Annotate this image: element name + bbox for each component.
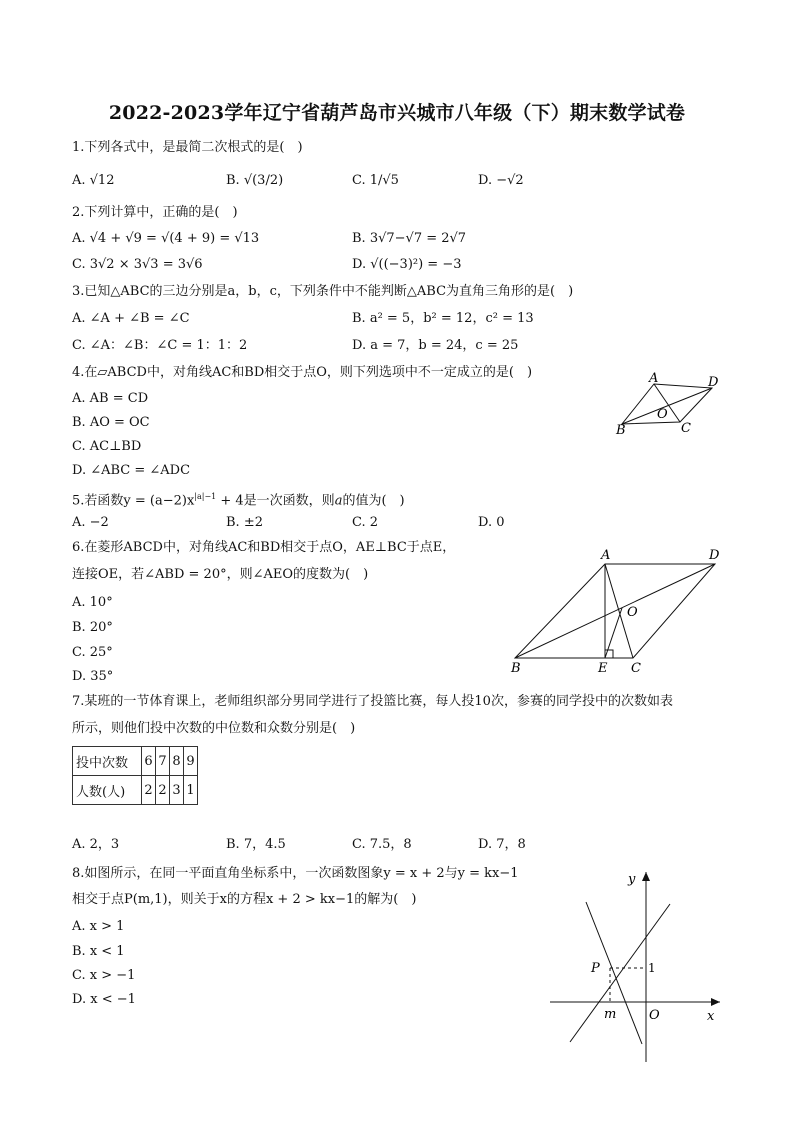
table-cell: 2 bbox=[156, 776, 170, 805]
q7-option-d: D. 7，8 bbox=[478, 837, 526, 852]
label-origin: O bbox=[649, 1008, 660, 1023]
q1-option-c: C. 1/√5 bbox=[352, 173, 399, 188]
table-row bbox=[73, 776, 198, 805]
q4-option-b: B. AO = OC bbox=[72, 415, 150, 430]
label-a: A bbox=[649, 372, 659, 386]
q1-option-a: A. √12 bbox=[72, 173, 115, 188]
q3-option-d: D. a = 7，b = 24，c = 25 bbox=[352, 338, 519, 353]
question-7-stem-line2: 所示，则他们投中次数的中位数和众数分别是( ) bbox=[72, 721, 356, 736]
table-cell: 6 bbox=[142, 747, 156, 776]
label-m: m bbox=[604, 1007, 617, 1022]
q3-option-b: B. a² = 5，b² = 12，c² = 13 bbox=[352, 311, 534, 326]
table-header-people: 人数(人) bbox=[73, 776, 142, 805]
q7-option-b: B. 7，4.5 bbox=[226, 837, 286, 852]
table-cell: 2 bbox=[142, 776, 156, 805]
question-4-stem: 4.在▱ABCD中，对角线AC和BD相交于点O，则下列选项中不一定成立的是( ) bbox=[72, 365, 533, 380]
q4-option-c: C. AC⊥BD bbox=[72, 439, 142, 454]
q5-option-d: D. 0 bbox=[478, 515, 505, 530]
label-o: O bbox=[657, 407, 668, 422]
q2-option-b: B. 3√7−√7 = 2√7 bbox=[352, 231, 467, 246]
q5-exponent: |a|−1 bbox=[194, 492, 217, 501]
q5-option-b: B. ±2 bbox=[226, 515, 263, 530]
label-one: 1 bbox=[648, 961, 656, 975]
question-8-stem-line2: 相交于点P(m,1)，则关于x的方程x + 2 > kx−1的解为( ) bbox=[72, 892, 417, 907]
label-d: D bbox=[708, 375, 719, 390]
question-8-stem-line1: 8.如图所示，在同一平面直角坐标系中，一次函数图象y = x + 2与y = kx−1 bbox=[72, 866, 519, 881]
parallelogram-figure bbox=[610, 372, 730, 438]
coordinate-figure bbox=[548, 866, 728, 1066]
label-p: P bbox=[591, 961, 600, 976]
label-x: x bbox=[707, 1009, 715, 1024]
question-6-stem-line2: 连接OE，若∠ABD = 20°，则∠AEO的度数为( ) bbox=[72, 567, 369, 582]
table-cell: 7 bbox=[156, 747, 170, 776]
q6-option-d: D. 35° bbox=[72, 669, 114, 684]
table-row bbox=[73, 747, 198, 776]
q8-option-d: D. x < −1 bbox=[72, 992, 136, 1007]
q3-option-a: A. ∠A + ∠B = ∠C bbox=[72, 311, 190, 326]
question-5-stem bbox=[72, 488, 405, 510]
q8-option-c: C. x > −1 bbox=[72, 968, 136, 983]
label-e: E bbox=[598, 661, 608, 676]
table-header-shots: 投中次数 bbox=[73, 747, 142, 776]
question-6-stem-line1: 6.在菱形ABCD中，对角线AC和BD相交于点O，AE⊥BC于点E， bbox=[72, 540, 456, 555]
q5-stem-part3: 的值为( ) bbox=[342, 493, 405, 509]
label-y: y bbox=[628, 872, 636, 887]
label-c: C bbox=[681, 421, 691, 436]
q8-option-a: A. x > 1 bbox=[72, 919, 125, 934]
q7-option-c: C. 7.5，8 bbox=[352, 837, 412, 852]
label-o: O bbox=[627, 605, 638, 620]
rhombus-figure bbox=[505, 544, 735, 676]
label-c: C bbox=[631, 661, 641, 676]
q1-option-b: B. √(3/2) bbox=[226, 173, 284, 188]
table-cell: 8 bbox=[170, 747, 184, 776]
table-cell: 9 bbox=[184, 747, 198, 776]
table-cell: 3 bbox=[170, 776, 184, 805]
shots-table bbox=[72, 746, 198, 805]
q2-option-d: D. √((−3)²) = −3 bbox=[352, 257, 462, 272]
q7-option-a: A. 2，3 bbox=[72, 837, 120, 852]
q2-option-c: C. 3√2 × 3√3 = 3√6 bbox=[72, 257, 203, 272]
q6-option-a: A. 10° bbox=[72, 595, 113, 610]
question-1-stem: 1.下列各式中，是最简二次根式的是( ) bbox=[72, 140, 303, 155]
question-2-stem: 2.下列计算中，正确的是( ) bbox=[72, 205, 238, 220]
q6-option-b: B. 20° bbox=[72, 620, 113, 635]
q2-option-a: A. √4 + √9 = √(4 + 9) = √13 bbox=[72, 231, 260, 246]
q8-option-b: B. x < 1 bbox=[72, 944, 125, 959]
q5-option-a: A. −2 bbox=[72, 515, 109, 530]
label-a: A bbox=[601, 548, 611, 563]
q5-stem-var: a bbox=[334, 493, 343, 509]
q5-stem-part1: 5.若函数y = (a−2)x bbox=[72, 493, 195, 509]
q5-stem-part2: + 4是一次函数，则 bbox=[216, 493, 335, 509]
question-7-stem-line1: 7.某班的一节体育课上，老师组织部分男同学进行了投篮比赛，每人投10次，参赛的同学投中的次数如表 bbox=[72, 694, 673, 709]
q5-option-c: C. 2 bbox=[352, 515, 379, 530]
label-d: D bbox=[709, 548, 720, 563]
label-b: B bbox=[511, 661, 521, 676]
table-cell: 1 bbox=[184, 776, 198, 805]
q6-option-c: C. 25° bbox=[72, 645, 113, 660]
q4-option-a: A. AB = CD bbox=[72, 391, 149, 406]
label-b: B bbox=[616, 423, 626, 438]
q4-option-d: D. ∠ABC = ∠ADC bbox=[72, 463, 191, 478]
question-3-stem: 3.已知△ABC的三边分别是a，b，c，下列条件中不能判断△ABC为直角三角形的是( ) bbox=[72, 284, 574, 299]
q3-option-c: C. ∠A：∠B：∠C = 1：1：2 bbox=[72, 338, 248, 353]
q1-option-d: D. −√2 bbox=[478, 173, 524, 188]
page-title: 2022-2023学年辽宁省葫芦岛市兴城市八年级（下）期末数学试卷 bbox=[108, 102, 686, 124]
